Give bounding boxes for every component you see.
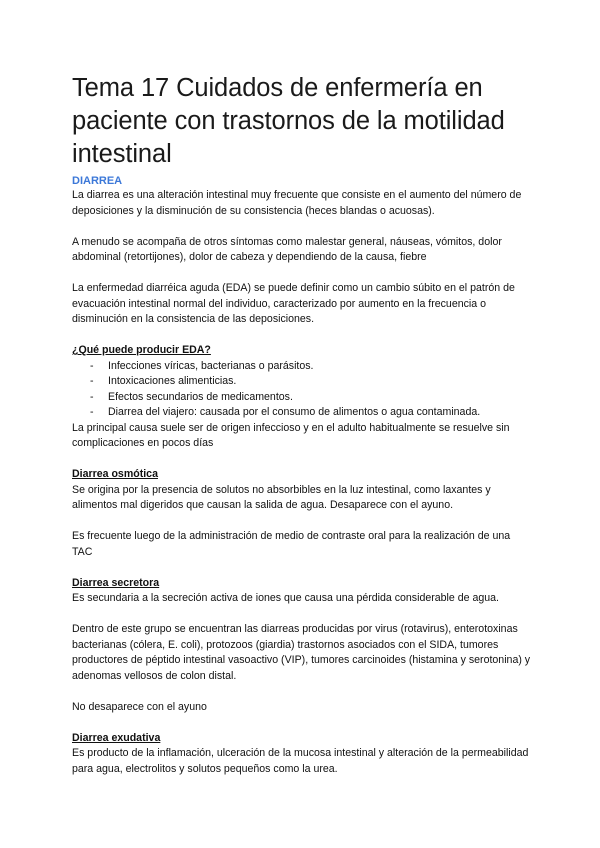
osmotica-heading: Diarrea osmótica <box>72 468 158 480</box>
secretora-paragraph-2: Dentro de este grupo se encuentran las diarreas producidas por virus (rotavirus), enterotoxinas bacterianas (cólera, E. coli), protozoos (giardia) trastornos asociados con el SIDA, tumores productores de péptido intestinal vasoactivo (VIP), tumores carcinoides (histamina y serotonina) y adenomas vellosos de colon distal. <box>72 623 531 682</box>
list-item: - Efectos secundarios de medicamentos. <box>72 390 532 406</box>
list-dash: - <box>90 406 94 418</box>
secretora-heading: Diarrea secretora <box>72 576 160 589</box>
secretora-paragraph-3: No desaparece con el ayuno <box>72 700 207 713</box>
list-dash: - <box>90 375 94 387</box>
intro-paragraph-3: La enfermedad diarréica aguda (EDA) se puede definir como un cambio súbito en el patrón de evacuación intestinal normal del individuo, caracterizado por aumento en la frecuencia o disminución en la consistencia de las deposiciones. <box>72 282 515 325</box>
intro-paragraph-1: La diarrea es una alteración intestinal muy frecuente que consiste en el aumento del número de deposiciones y la disminución de su consistencia (heces blandas o acuosas). <box>72 189 522 217</box>
section-heading-diarrea: DIARREA <box>72 175 123 187</box>
intro-paragraph-2: A menudo se acompaña de otros síntomas como malestar general, náuseas, vómitos, dolor abdominal (retortijones), dolor de cabeza y dependiendo de la causa, fiebre <box>72 235 502 263</box>
list-dash: - <box>90 359 94 372</box>
osmotica-paragraph-2: Es frecuente luego de la administración de medio de contraste oral para la realización de una TAC <box>72 530 511 558</box>
list-item: - Intoxicaciones alimenticias. <box>72 374 532 390</box>
document-page <box>72 72 532 777</box>
eda-note: La principal causa suele ser de origen infeccioso y en el adulto habitualmente se resuelve sin complicaciones en pocos días <box>72 421 510 449</box>
osmotica-paragraph-1: Se origina por la presencia de solutos no absorbibles en la luz intestinal, como laxantes y alimentos mal digeridos que causan la salida de agua. Desaparece con el ayuno. <box>72 483 491 511</box>
eda-causes-heading: ¿Qué puede producir EDA? <box>72 344 211 356</box>
eda-causes-list <box>72 359 532 421</box>
exudativa-paragraph-1: Es producto de la inflamación, ulceración de la mucosa intestinal y alteración de la permeabilidad para agua, electrolitos y solutos pequeños como la urea. <box>72 747 529 775</box>
exudativa-heading: Diarrea exudativa <box>72 731 161 744</box>
list-item: - Diarrea del viajero: causada por el consumo de alimentos o agua contaminada. <box>72 405 532 421</box>
secretora-paragraph-1: Es secundaria a la secreción activa de iones que causa una pérdida considerable de agua. <box>72 592 499 604</box>
list-dash: - <box>90 390 94 403</box>
document-title: Tema 17 Cuidados de enfermería en paciente con trastornos de la motilidad intestinal <box>72 74 505 168</box>
list-item: - Infecciones víricas, bacterianas o parásitos. <box>72 359 532 375</box>
